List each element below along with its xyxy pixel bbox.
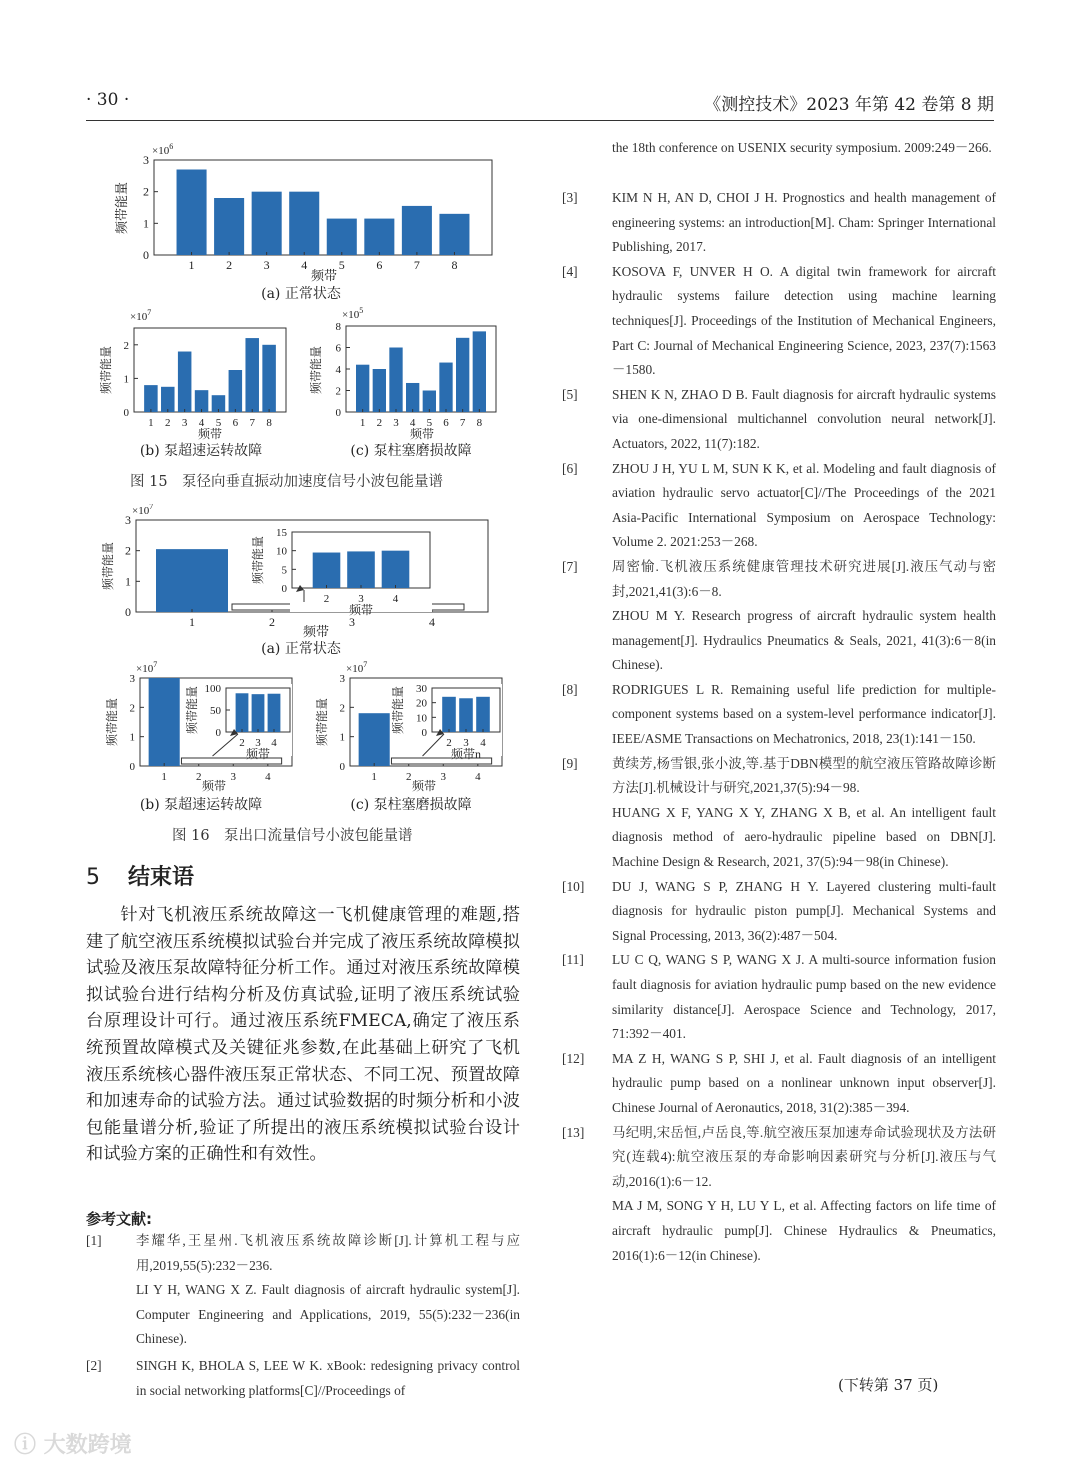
x-axis-label: 频带 bbox=[197, 427, 223, 441]
y-axis-label: 频带能量 bbox=[309, 345, 323, 395]
bar-4 bbox=[289, 192, 319, 255]
y-tick-label: 2 bbox=[339, 702, 345, 715]
bar-4 bbox=[476, 697, 490, 732]
reference-item bbox=[562, 186, 996, 260]
y-tick-label: 0 bbox=[335, 407, 341, 419]
bar-3 bbox=[252, 192, 282, 255]
reference-item bbox=[562, 136, 996, 161]
reference-number: [12] bbox=[562, 1050, 585, 1066]
x-tick-label: 3 bbox=[440, 771, 447, 783]
reference-text: 黄续芳,杨雪银,张小波,等.基于DBN模型的航空液压管路故障诊断方法[J].机械设计与研究,2021,37(5):94－98. bbox=[612, 755, 996, 796]
reference-text: SINGH K, BHOLA S, LEE W K. xBook: redesigning privacy control in social networking platforms[C]//Proceedings of bbox=[136, 1358, 520, 1398]
conclusion-paragraph: 针对飞机液压系统故障这一飞机健康管理的难题,搭建了航空液压系统模拟试验台并完成了液压系统故障模拟试验及液压泵故障特征分析工作。通过对液压系统故障模拟试验台进行结构分析及仿真试验,证明了液压系统试验台原理设计可行。通过液压系统FMECA,确定了液压系统预置故障模式及关键征兆参数,在此基础上研究了飞机液压系统核心器件液压泵正常状态、不同工况、预置故障和加速寿命的试验方法。通过试验数据的时频分析和小波包能量谱分析,验证了所提出的液压系统模拟试验台设计和试验方案的正确性和有效性。 bbox=[86, 905, 520, 1165]
x-tick-label: 2 bbox=[376, 417, 383, 429]
x-tick-label: 3 bbox=[230, 771, 237, 783]
references-heading: 参考文献: bbox=[86, 1210, 152, 1228]
watermark-logo: ⓘ 大数跨境 bbox=[14, 1433, 132, 1458]
bar-7 bbox=[456, 338, 469, 412]
reference-number: [10] bbox=[562, 878, 585, 894]
bar-3 bbox=[178, 352, 192, 412]
bar-5 bbox=[327, 219, 357, 255]
x-axis-label: 频带 bbox=[201, 779, 227, 793]
reference-text: the 18th conference on USENIX security symposium. 2009:249－266. bbox=[612, 140, 992, 155]
y-tick-label: 2 bbox=[123, 339, 129, 352]
reference-text-en: MA J M, SONG Y H, LU Y L, et al. Affecting factors on life time of aircraft hydraulic pump[J]. Chinese Hydraulics & Pneumatics, 2016(1):6－12(in Chinese). bbox=[612, 1198, 996, 1263]
x-tick-label: 4 bbox=[429, 615, 435, 629]
bar-2 bbox=[214, 198, 244, 255]
y-tick-label: 6 bbox=[335, 342, 341, 355]
reference-item bbox=[86, 1354, 520, 1403]
inset-y-axis-label: 频带能量 bbox=[185, 685, 199, 735]
y-tick-label: 100 bbox=[204, 683, 221, 695]
x-tick-label: 4 bbox=[265, 771, 271, 783]
fig16b-label: (b) 泵超速运转故障 bbox=[139, 797, 263, 813]
x-tick-label: 1 bbox=[189, 615, 195, 629]
scale-label: $\times 10^7$ bbox=[136, 660, 158, 675]
x-tick-label: 3 bbox=[463, 737, 469, 749]
bar-8 bbox=[262, 345, 276, 412]
x-tick-label: 1 bbox=[359, 417, 366, 429]
fig15-caption: 图 15 泵径向垂直振动加速度信号小波包能量谱 bbox=[130, 474, 444, 490]
x-tick-label: 2 bbox=[195, 771, 202, 783]
inset-x-axis-label: 频带 bbox=[348, 603, 374, 617]
x-tick-label: 4 bbox=[409, 417, 416, 429]
reference-text: LU C Q, WANG S P, WANG X J. A multi-source information fusion fault diagnosis for aviation hydraulic pump based on the new evidence similarity distance[J]. Aerospace Science and Technology, 2017, 71:392－401. bbox=[612, 952, 996, 1042]
y-axis-label: 频带能量 bbox=[315, 697, 329, 747]
y-tick-label: 0 bbox=[281, 583, 287, 595]
x-tick-label: 1 bbox=[188, 258, 195, 272]
section-title: 结束语 bbox=[128, 865, 195, 890]
y-axis-label: 频带能量 bbox=[114, 181, 129, 235]
x-tick-label: 4 bbox=[475, 771, 481, 783]
bar-6 bbox=[229, 370, 243, 412]
y-tick-label: 2 bbox=[143, 184, 149, 199]
reference-item bbox=[562, 1047, 996, 1121]
y-axis-label: 频带能量 bbox=[105, 697, 119, 747]
y-tick-label: 3 bbox=[125, 513, 131, 527]
reference-text-en: ZHOU M Y. Research progress of aircraft hydraulic system health management[J]. Hydraulics Pneumatics & Seals, 2021, 41(3):6－8(in Chinese). bbox=[612, 608, 996, 673]
reference-text: SHEN K N, ZHAO D B. Fault diagnosis for aircraft hydraulic systems via one-dimensional multichannel convolution neural network[J]. Actuators, 2022, 11(7):182. bbox=[612, 386, 996, 451]
x-tick-label: 2 bbox=[446, 737, 452, 749]
x-tick-label: 4 bbox=[392, 593, 399, 605]
reference-item bbox=[562, 875, 996, 949]
x-tick-label: 4 bbox=[198, 417, 205, 429]
reference-number: [6] bbox=[562, 460, 578, 476]
y-tick-label: 0 bbox=[123, 407, 129, 419]
y-tick-label: 1 bbox=[339, 731, 345, 744]
y-tick-label: 1 bbox=[143, 216, 149, 231]
reference-item bbox=[562, 948, 996, 1046]
reference-item bbox=[562, 752, 996, 875]
y-tick-label: 0 bbox=[129, 761, 135, 773]
x-tick-label: 2 bbox=[226, 258, 233, 272]
bar-4 bbox=[406, 383, 419, 412]
header-rule bbox=[86, 120, 994, 121]
fig16c-label: (c) 泵柱塞磨损故障 bbox=[350, 797, 472, 813]
bar-3 bbox=[252, 694, 265, 732]
x-tick-label: 8 bbox=[266, 417, 272, 429]
reference-number: [4] bbox=[562, 263, 578, 279]
y-tick-label: 15 bbox=[276, 527, 287, 539]
x-tick-label: 3 bbox=[263, 258, 270, 272]
x-tick-label: 7 bbox=[249, 417, 255, 429]
reference-item bbox=[86, 1229, 520, 1352]
x-tick-label: 6 bbox=[232, 417, 239, 429]
bar-2 bbox=[442, 697, 456, 732]
x-tick-label: 2 bbox=[405, 771, 412, 783]
page-number: · 30 · bbox=[86, 90, 130, 110]
reference-number: [8] bbox=[562, 681, 578, 697]
reference-text: 李耀华,王星州.飞机液压系统故障诊断[J].计算机工程与应用,2019,55(5):232－236. bbox=[136, 1233, 520, 1273]
chart-fig15b bbox=[96, 306, 296, 442]
y-tick-label: 2 bbox=[129, 702, 135, 715]
reference-text: KOSOVA F, UNVER H O. A digital twin framework for aircraft hydraulic systems failure detection using machine learning techniques[J]. Proceedings of the Institution of Mechanical Engineers, Part C: Journal of Mechanical Engineering Science, 2023, 237(7):1563－1580. bbox=[612, 263, 996, 378]
x-tick-label: 1 bbox=[371, 771, 377, 783]
y-tick-label: 0 bbox=[143, 248, 149, 262]
y-tick-label: 8 bbox=[335, 321, 341, 333]
reference-number: [9] bbox=[562, 755, 578, 771]
x-tick-label: 2 bbox=[269, 615, 275, 629]
x-tick-label: 4 bbox=[301, 258, 308, 272]
y-tick-label: 4 bbox=[335, 364, 341, 376]
reference-text-en: HUANG X F, YANG X Y, ZHANG X B, et al. An intelligent fault diagnosis method of aero-hydraulic pipeline based on DBN[J]. Machine Design & Research, 2021, 37(5):94－98(in Chinese). bbox=[612, 804, 996, 870]
bar-5 bbox=[423, 391, 436, 413]
bar-2 bbox=[313, 553, 341, 588]
bar-2 bbox=[373, 369, 386, 412]
y-tick-label: 2 bbox=[335, 385, 341, 398]
fig15b-label: (b) 泵超速运转故障 bbox=[139, 443, 263, 459]
x-tick-label: 5 bbox=[215, 417, 222, 429]
x-tick-label: 2 bbox=[323, 593, 330, 605]
chart-fig15c bbox=[306, 306, 506, 442]
y-tick-label: 0 bbox=[421, 727, 427, 739]
section-heading bbox=[86, 860, 194, 891]
x-tick-label: 6 bbox=[443, 417, 449, 429]
reference-list-right bbox=[562, 186, 996, 1268]
x-tick-label: 3 bbox=[393, 417, 399, 429]
x-axis-label: 频带 bbox=[411, 779, 437, 793]
bar-7 bbox=[402, 206, 432, 255]
bar-1 bbox=[359, 713, 390, 766]
reference-number: [3] bbox=[562, 190, 578, 205]
y-tick-label: 30 bbox=[416, 683, 427, 695]
y-axis-label: 频带能量 bbox=[99, 345, 113, 395]
reference-number: [2] bbox=[86, 1358, 102, 1373]
x-tick-label: 1 bbox=[161, 771, 167, 783]
bar-1 bbox=[144, 385, 158, 412]
y-tick-label: 10 bbox=[416, 712, 427, 725]
reference-text: RODRIGUES L R. Remaining useful life prediction for multiple-component systems based on a system-level performance indicator[J]. IEEE/ASME Transactions on Mechatronics, 2018, 23(1):141－150. bbox=[612, 681, 996, 747]
reference-number: [1] bbox=[86, 1233, 102, 1248]
x-tick-label: 8 bbox=[476, 417, 483, 429]
fig16-caption: 图 16 泵出口流量信号小波包能量谱 bbox=[172, 828, 413, 844]
reference-text: KIM N H, AN D, CHOI J H. Prognostics and health management of engineering systems: an introduction[M]. Cham: Springer International Publishing, 2017. bbox=[612, 190, 996, 255]
x-axis-label: 频带 bbox=[409, 427, 435, 441]
y-tick-label: 1 bbox=[125, 574, 131, 589]
reference-item bbox=[562, 1121, 996, 1269]
scale-label: $\times 10^5$ bbox=[342, 306, 364, 321]
bar-8 bbox=[473, 331, 486, 412]
bar-8 bbox=[439, 214, 469, 255]
x-tick-label: 8 bbox=[451, 258, 458, 272]
x-tick-label: 3 bbox=[358, 593, 364, 605]
fig15a-label: (a) 正常状态 bbox=[261, 286, 341, 302]
reference-item bbox=[562, 555, 996, 678]
scale-label: $\times 10^6$ bbox=[152, 142, 174, 157]
inset-x-axis-label: 频带 bbox=[245, 747, 271, 761]
y-tick-label: 0 bbox=[339, 761, 345, 773]
bar-2 bbox=[161, 387, 175, 412]
y-tick-label: 0 bbox=[125, 605, 131, 619]
reference-text-en: LI Y H, WANG X Z. Fault diagnosis of aircraft hydraulic system[J]. Computer Engineering and Applications, 2019, 55(5):232－236(in Chinese). bbox=[136, 1282, 520, 1347]
reference-text: DU J, WANG S P, ZHANG H Y. Layered clustering multi-fault diagnosis for hydraulic piston pump[J]. Mechanical Systems and Signal Processing, 2013, 36(2):487－504. bbox=[612, 878, 996, 943]
x-tick-label: 1 bbox=[148, 417, 154, 429]
bar-4 bbox=[382, 551, 410, 588]
reference-number: [5] bbox=[562, 386, 578, 402]
x-tick-label: 3 bbox=[181, 417, 188, 429]
chart-fig16a bbox=[96, 504, 506, 640]
reference-item bbox=[562, 260, 996, 383]
inset-y-axis-label: 频带能量 bbox=[391, 685, 405, 735]
chart-fig15a bbox=[96, 140, 506, 285]
y-tick-label: 50 bbox=[210, 705, 221, 717]
bar-3 bbox=[389, 348, 402, 413]
bar-1 bbox=[156, 549, 228, 612]
y-tick-label: 0 bbox=[215, 727, 221, 739]
scale-label: $\times 10^7$ bbox=[132, 504, 154, 517]
bar-1 bbox=[149, 678, 180, 766]
y-axis-label: 频带能量 bbox=[101, 541, 115, 591]
y-tick-label: 20 bbox=[416, 697, 427, 710]
bar-3 bbox=[459, 698, 473, 732]
bar-1 bbox=[356, 365, 369, 412]
y-tick-label: 1 bbox=[129, 731, 135, 744]
reference-number: [7] bbox=[562, 558, 578, 574]
x-axis-label: 频带 bbox=[310, 268, 338, 283]
x-tick-label: 5 bbox=[338, 258, 345, 272]
bar-4 bbox=[195, 390, 209, 412]
fig16a-label: (a) 正常状态 bbox=[261, 641, 341, 657]
x-axis-label: 频带 bbox=[302, 624, 330, 639]
bar-3 bbox=[347, 551, 375, 588]
bar-4 bbox=[268, 694, 281, 732]
reference-item bbox=[562, 383, 996, 457]
bar-6 bbox=[364, 219, 394, 255]
reference-number: [11] bbox=[562, 952, 584, 968]
y-tick-label: 5 bbox=[281, 564, 287, 577]
x-tick-label: 5 bbox=[426, 417, 433, 429]
reference-number: [13] bbox=[562, 1124, 585, 1140]
x-tick-label: 7 bbox=[459, 417, 466, 429]
section-number: 5 bbox=[86, 865, 100, 890]
x-tick-label: 6 bbox=[376, 258, 383, 272]
reference-text: 马纪明,宋岳恒,卢岳良,等.航空液压泵加速寿命试验现状及方法研究(连载4):航空液压泵的寿命影响因素研究与分析[J].液压与气动,2016(1):6－12. bbox=[612, 1124, 996, 1189]
x-tick-label: 4 bbox=[480, 737, 486, 749]
reference-text: ZHOU J H, YU L M, SUN K K, et al. Modeling and fault diagnosis of aviation hydraulic servo actuator[C]//The Proceedings of the 2021 Asia-Pacific International Symposium on Aerospace Technology: Volume 2. 2021:253－268. bbox=[612, 460, 996, 550]
scale-label: $\times 10^7$ bbox=[346, 660, 368, 675]
bar-7 bbox=[245, 338, 259, 412]
journal-title: 《测控技术》2023 年第 42 卷第 8 期 bbox=[704, 95, 994, 115]
y-tick-label: 3 bbox=[129, 673, 135, 685]
chart-fig16b bbox=[96, 658, 306, 794]
bar-6 bbox=[439, 363, 452, 412]
x-tick-label: 3 bbox=[255, 737, 261, 749]
reference-item bbox=[562, 457, 996, 555]
reference-text: 周密愉.飞机液压系统健康管理技术研究进展[J].液压气动与密封,2021,41(3):6－8. bbox=[612, 558, 996, 599]
chart-fig16c bbox=[306, 658, 516, 794]
x-tick-label: 2 bbox=[165, 417, 171, 429]
y-tick-label: 3 bbox=[143, 153, 149, 167]
reference-item bbox=[562, 678, 996, 752]
bar-1 bbox=[177, 170, 207, 256]
y-tick-label: 3 bbox=[339, 673, 345, 685]
x-tick-label: 4 bbox=[271, 737, 277, 749]
fig15c-label: (c) 泵柱塞磨损故障 bbox=[350, 443, 472, 459]
x-tick-label: 2 bbox=[239, 737, 245, 749]
reference-text: MA Z H, WANG S P, SHI J, et al. Fault diagnosis of an intelligent hydraulic pump based on a nonlinear unknown input observer[J]. Chinese Journal of Aeronautics, 2018, 31(2):385－394. bbox=[612, 1050, 996, 1115]
bar-2 bbox=[236, 693, 249, 732]
x-tick-label: 3 bbox=[349, 615, 355, 629]
y-tick-label: 10 bbox=[276, 545, 287, 558]
inset-y-axis-label: 频带能量 bbox=[251, 535, 265, 585]
y-tick-label: 2 bbox=[125, 543, 131, 558]
continued-note: (下转第 37 页) bbox=[838, 1376, 939, 1394]
scale-label: $\times 10^7$ bbox=[130, 308, 152, 323]
y-tick-label: 1 bbox=[123, 373, 129, 386]
inset-x-axis-label: 频带n bbox=[450, 747, 482, 761]
x-tick-label: 7 bbox=[413, 258, 420, 272]
